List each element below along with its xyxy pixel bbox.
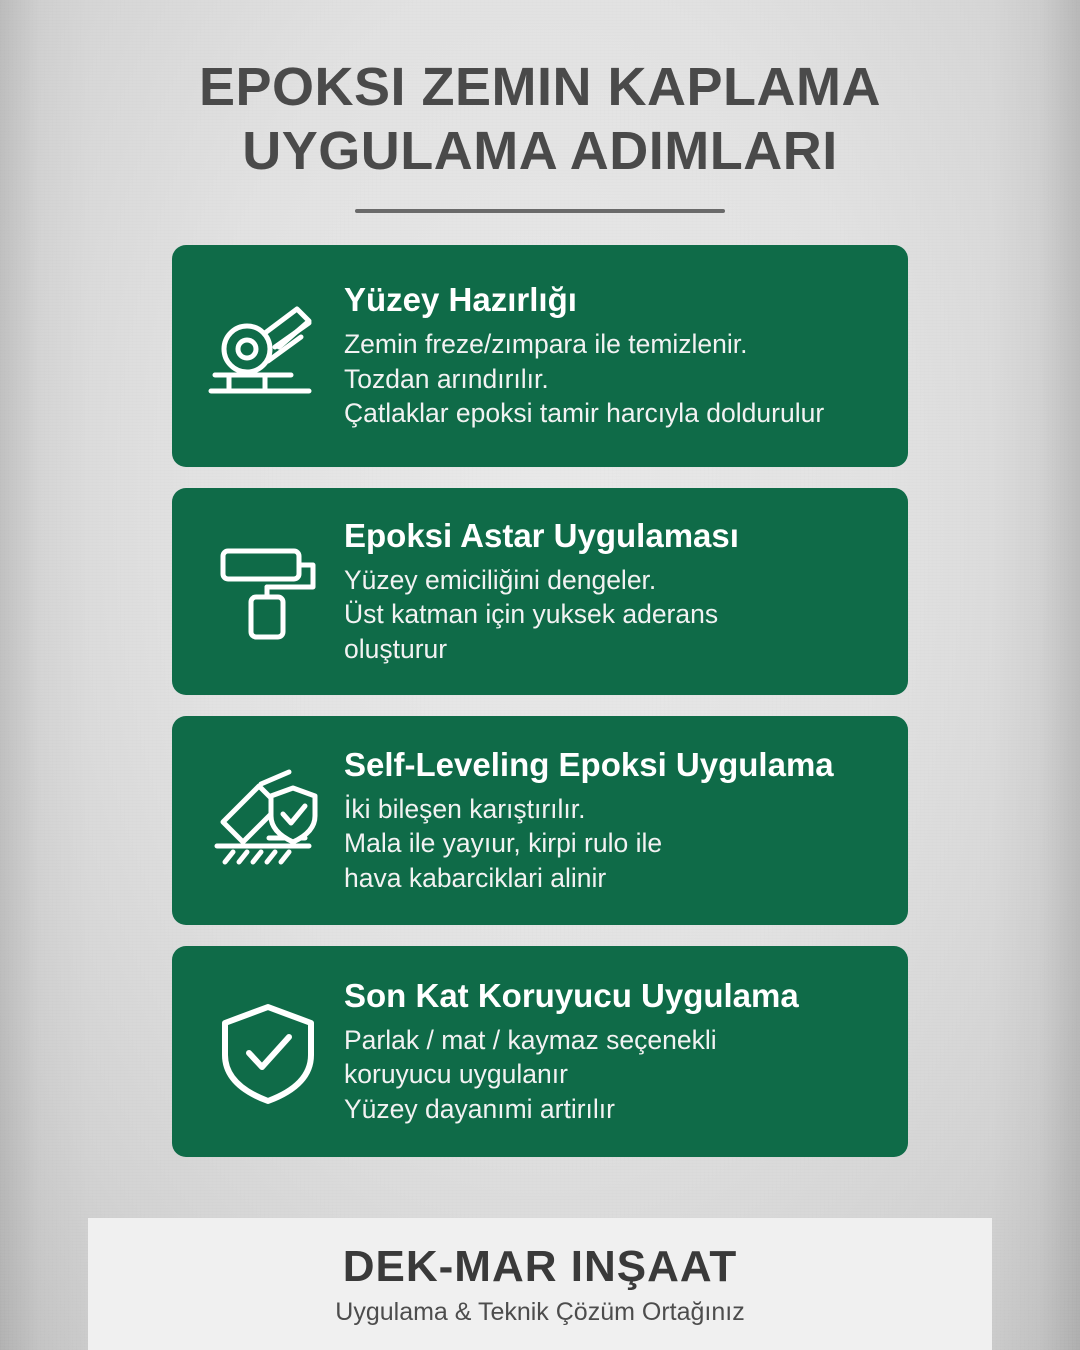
steps-list — [0, 245, 1080, 1157]
step-card-4-line-3: Yüzey dayanımi artirılır — [344, 1093, 615, 1124]
page-title-line-2: UYGULAMA ADIMLARI — [242, 120, 838, 181]
step-card-3-body — [344, 747, 892, 895]
step-card-4-title: Son Kat Koruyucu Uygulama — [344, 976, 799, 1014]
step-card-2-body — [344, 518, 892, 666]
brand-name: DEK-MAR INŞAAT — [342, 1242, 738, 1291]
step-card-2-title: Epoksi Astar Uygulaması — [344, 516, 739, 554]
step-card-1-line-2: Tozdan arındırılır. — [344, 363, 549, 394]
step-card-4 — [172, 946, 908, 1157]
shield-check-icon — [192, 993, 344, 1111]
title-divider — [355, 209, 725, 213]
step-card-4-line-1: Parlak / mat / kaymaz seçenekli — [344, 1024, 717, 1055]
step-card-1-title: Yüzey Hazırlığı — [344, 281, 577, 319]
step-card-3-line-3: hava kabarciklari alinir — [344, 862, 607, 893]
step-card-1-line-3: Çatlaklar epoksi tamir harcıyla doldurulur — [344, 398, 825, 429]
step-card-2 — [172, 488, 908, 695]
step-card-1-body — [344, 282, 892, 430]
angle-grinder-icon — [192, 297, 344, 415]
trowel-shield-icon — [192, 762, 344, 880]
brand-tagline: Uygulama & Teknik Çözüm Ortağınız — [335, 1298, 745, 1326]
step-card-4-line-2: koruyucu uygulanır — [344, 1059, 568, 1090]
paint-roller-icon — [192, 533, 344, 651]
step-card-2-line-1: Yüzey emiciliğini dengeler. — [344, 564, 657, 595]
step-card-2-line-3: oluşturur — [344, 633, 448, 664]
step-card-1-line-1: Zemin freze/zımpara ile temizlenir. — [344, 329, 748, 360]
footer-banner — [88, 1218, 992, 1350]
step-card-4-body — [344, 978, 892, 1126]
step-card-3-title: Self-Leveling Epoksi Uygulama — [344, 745, 834, 783]
step-card-1 — [172, 245, 908, 467]
step-card-3-line-1: İki bileşen karıştırılır. — [344, 793, 586, 824]
step-card-3 — [172, 716, 908, 925]
step-card-2-line-2: Üst katman için yuksek aderans — [344, 599, 719, 630]
poster-header — [0, 0, 1080, 213]
step-card-3-line-2: Mala ile yayıur, kirpi rulo ile — [344, 828, 663, 859]
page-title-line-1: EPOKSI ZEMIN KAPLAMA — [198, 57, 882, 117]
